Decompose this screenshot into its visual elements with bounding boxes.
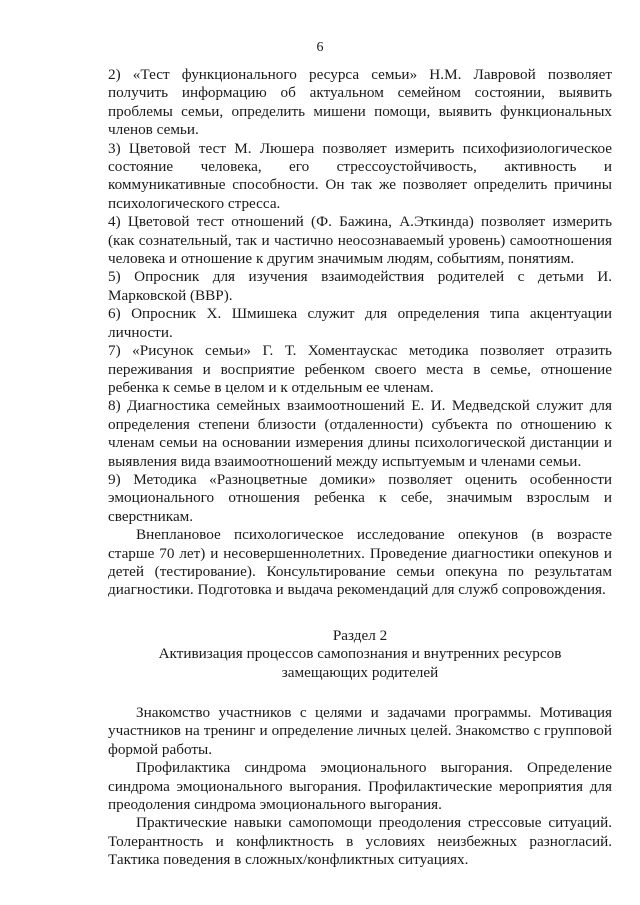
list-item: 3) Цветовой тест М. Люшера позволяет измерить психофизиологическое состояние человека, его стрессоустойчивость, активность и коммуникативные способности. Он так же позволяет определить причины психологического стресса. (108, 139, 612, 212)
section-label: Раздел 2 (332, 626, 388, 644)
section-title: Активизация процессов самопознания и внутренних ресурсов (158, 645, 562, 663)
list-item: 5) Опросник для изучения взаимодействия родителей с детьми И. Марковской (ВВР). (108, 268, 612, 304)
body-paragraph: Практические навыки самопомощи преодоления стрессовые ситуаций. Толерантность и конфликтность в условиях неизбежных разногласий. Тактика поведения в сложных/конфликтных ситуациях. (108, 814, 612, 869)
body-paragraph: Профилактика синдрома эмоционального выгорания. Определение синдрома эмоционального выгорания. Профилактические мероприятия для преодоления синдрома эмоционального выгорания. (108, 759, 612, 814)
section-heading (108, 627, 612, 682)
list-item: 2) «Тест функционального ресурса семьи» Н.М. Лавровой позволяет получить информацию об актуальном семейном состоянии, выявить проблемы семьи, определить мишени помощи, выявить функциональных членов семьи. (108, 66, 612, 139)
body-paragraph: Внеплановое психологическое исследование опекунов (в возрасте старше 70 лет) и несовершеннолетних. Проведение диагностики опекунов и детей (тестирование). Консультирование семьи опекуна по результатам диагностики. Подготовка и выдача рекомендаций для служб сопровождения. (108, 526, 612, 599)
list-item: 7) «Рисунок семьи» Г. Т. Хоментаускас методика позволяет отразить переживания и восприятие ребенком своего места в семье, отношение ребенка к семье в целом и к отдельным ее членам. (108, 342, 612, 396)
list-item: 6) Опросник Х. Шмишека служит для определения типа акцентуации личности. (108, 305, 612, 341)
list-item: 8) Диагностика семейных взаимоотношений Е. И. Медведской служит для определения степени близости (отдаленности) субъекта по отношению к членам семьи на основании измерения длины психологической дистанции и выявления вида взаимоотношений между испытуемым и членами семьи. (108, 397, 612, 470)
list-item: 9) Методика «Разноцветные домики» позволяет оценить особенности эмоционального отношения ребенка к себе, значимым взрослым и сверстникам. (108, 470, 612, 525)
page-number: 6 (316, 40, 324, 55)
list-item: 4) Цветовой тест отношений (Ф. Бажина, А.Эткинда) позволяет измерить (как сознательный, так и частично неосознаваемый уровень) самоотношения человека и отношение к другим значимым людям, событиям, понятиям. (108, 213, 612, 268)
document-body (108, 66, 612, 870)
section-title-continued: замещающих родителей (281, 663, 439, 681)
body-paragraph: Знакомство участников с целями и задачами программы. Мотивация участников на тренинг и определение личных целей. Знакомство с групповой формой работы. (108, 704, 612, 758)
